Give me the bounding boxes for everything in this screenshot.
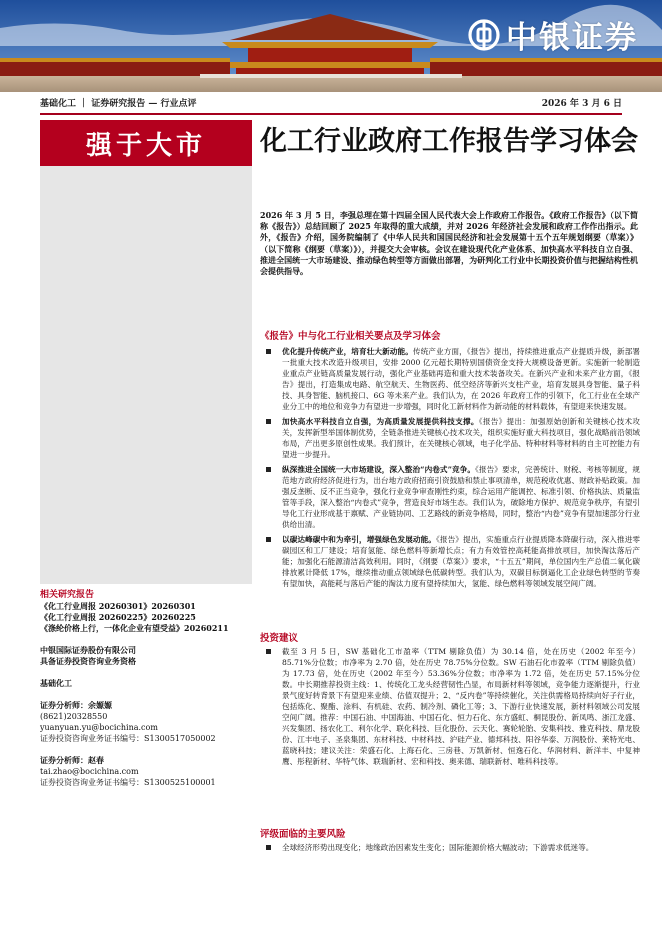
industry-label: 基础化工 — [40, 678, 72, 688]
analyst2-email[interactable]: tai.zhao@bocichina.com — [40, 767, 139, 776]
company-qualification: 具备证券投资咨询业务资格 — [40, 656, 136, 666]
list-item — [260, 416, 640, 460]
item-text: 《报告》提出：加强原始创新和关键核心技术攻关，发挥新型举国体制优势，全链条推进关键核心技术攻关，组织实施好重大科技项目，强化战略前沿领域布局，产出更多原创性成果。我们预计，在关键核心领域，电子化学品、特种材料等材料的自主可控能力有望进一步提升。 — [282, 417, 640, 459]
item-text: 《报告》提出，实施重点行业提质降本降碳行动，深入推进零碳园区和工厂建设；培育氢能、绿色燃料等新增长点；有力有效管控高耗能高排放项目，加快淘汰落后产能；加强化石能源清洁高效利用。同时，《纲要（草案）》要求，“十五五”期间，单位国内生产总值二氧化碳排放累计降低 17%，继续推动重点领域绿色低碳转型。我们认为，双碳目标倒逼化工企业绿色转型的节奏有望加快，高能耗与落后产能的淘汰力度有望持续加大，氢能、绿色燃料等领域发展空间广阔。 — [282, 535, 640, 588]
header-divider — [40, 113, 622, 115]
sidebar-info — [40, 590, 252, 788]
item-text: 传统产业方面，《报告》提出，持续推进重点产业提质升级，新部署一批重大技术改造升级项目，安排 2000 亿元超长期特别国债资金支持大规模设备更新。实施新一轮制造业重点产业链高质量发展行动，强化产业基础再造和重大技术装备攻关。在新兴产业和未来产业方面，《报告》提出，打造集成电路、航空航天、生物医药、低空经济等新兴支柱产业，培育发展具身智能、量子科技、具身智能、脑机接口、6G 等未来产业。我们认为，在 2026 年政府工作的引领下，化工行业在全球产业分工中的地位和竞争力有望进一步增强，同时化工新材料作为新动能的材料载体，有望迎来快速发展。 — [282, 347, 640, 411]
analyst2-cert: 证券投资咨询业务证书编号：S1300525100001 — [40, 778, 216, 787]
list-item — [260, 646, 640, 767]
item-text: 截至 3 月 5 日，SW 基础化工市盈率（TTM 剔除负值）为 30.14 倍，处在历史（2002 年至今）85.71%分位数；市净率为 2.70 倍，处在历史 78.75%分位数。SW 石油石化市盈率（TTM 剔除负值）为 17.73 倍，处在历史（2002 年至今）53.36%分位数；市净率为 1.72 倍，处在历史 57.15%分位数。中长期推荐投资主线：1、传统化工龙头经营韧性凸显，布局新材料等领域，竞争能力逐渐提升，行业景气度好转背景下有望迎来业绩、估值双提升；2、“反内卷”等持续催化，关注供需格局持续向好子行业，包括炼化、聚酯、涂料、有机硅、农药、制冷剂、磷化工等；3、下游行业快速发展，新材料领域公司发展空间广阔。推荐：中国石油、中国海油、中国石化、恒力石化、东方盛虹、桐昆股份、新凤鸣、浙江龙盛、兴发集团、扬农化工、利尔化学、联化科技、巨化股份、云天化、赛轮轮胎、安集科技、雅克科技、鼎龙股份、江丰电子、圣泉集团、东材科技、中材科技、沪硅产业、德邦科技、阳谷华泰、万润股份、莱特光电、蓝晓科技；建议关注：荣盛石化、上海石化、三房巷、万凯新材、恒逸石化、华润材料、新洋丰、中复神鹰、彤程新材、华特气体、联瑞新材、宏和科技、奥来德、瑞联新材、唯科科技等。 — [282, 647, 640, 766]
list-item — [260, 346, 640, 412]
list-item — [260, 464, 640, 530]
sidebar-panel — [40, 166, 252, 584]
item-lead: 纵深推进全国统一大市场建设，深入整治“内卷式”竞争。 — [282, 465, 476, 474]
breadcrumb-text: 基础化工 ｜ 证券研究报告 — 行业点评 — [40, 98, 197, 109]
report-date: 2026 年 3 月 6 日 — [541, 98, 622, 109]
company-name: 中银国际证券股份有限公司 — [40, 645, 136, 655]
item-text: 《报告》要求，完善统计、财税、考核等制度，规范地方政府经济促进行为，出台地方政府招商引资鼓励和禁止事项清单，规范税收优惠、财政补贴政策。加强反垄断、反不正当竞争，强化行业竞争审查刚性约束，综合运用产能调控、标准引领、价格执法、质量监管等手段，深入整治“内卷式”竞争，营造良好市场生态。我们认为，破除地方保护、规范竞争秩序，有望引导化工行业形成基于禀赋、产业链协同、工艺路线的新竞争格局，同时，整治“内卷”竞争有望加速部分行业供给出清。 — [282, 465, 640, 529]
analyst1-phone: (8621)20328550 — [40, 712, 108, 721]
list-item — [260, 842, 640, 853]
brand-name: 中银证券 — [506, 20, 638, 56]
page-title: 化工行业政府工作报告学习体会 — [260, 126, 638, 157]
boc-logo-icon — [468, 19, 500, 51]
analyst1-email[interactable]: yuanyuan.yu@bocichina.com — [40, 723, 158, 732]
brand-logo — [468, 12, 638, 57]
breadcrumb — [40, 94, 622, 110]
related-report-2[interactable]: 《化工行业周报 20260225》20260225 — [40, 612, 196, 622]
section-investment-title: 投资建议 — [260, 633, 299, 644]
report-summary: 2026 年 3 月 5 日，李强总理在第十四届全国人民代表大会上作政府工作报告。《政府工作报告》（以下简称《报告》）总结回顾了 2025 年取得的重大成绩，并对 2026 年经济社会发展和政府工作作出指示。此外，《报告》介绍，国务院编制了《中华人民共和国国民经济和社会发展第十五个五年规划纲要（草案）》（以下简称《纲要（草案）》），并提交大会审核。会议在建设现代化产业体系、加快高水平科技自立自强、推进全国统一大市场建设、推动绿色转型等方面做出部署，为研判化工行业中长期投资价值与把握结构性机会提供指导。 — [260, 210, 638, 277]
section-key-points-title: 《报告》中与化工行业相关要点及学习体会 — [260, 331, 441, 342]
analyst1-name: 证券分析师：余嫄嫄 — [40, 700, 112, 710]
item-lead: 以碳达峰碳中和为牵引，增强绿色发展动能。 — [282, 535, 436, 544]
analyst2-name: 证券分析师：赵春 — [40, 755, 104, 765]
rating-label: 强于大市 — [85, 130, 206, 161]
item-lead: 优化提升传统产业，培育壮大新动能。 — [282, 347, 413, 356]
header-banner — [0, 0, 662, 92]
item-lead: 加快高水平科技自立自强，为高质量发展提供科技支撑。 — [282, 417, 479, 426]
item-text: 全球经济形势出现变化；地缘政治因素发生变化；国际能源价格大幅波动；下游需求低迷等。 — [282, 843, 594, 852]
key-points-list — [260, 346, 640, 593]
related-report-1[interactable]: 《化工行业周报 20260301》20260301 — [40, 601, 196, 611]
related-report-3[interactable]: 《涤纶价格上行，一体化企业有望受益》20260211 — [40, 623, 229, 633]
rating-box — [40, 120, 252, 166]
section-risk-title: 评级面临的主要风险 — [260, 829, 346, 840]
analyst1-cert: 证券投资咨询业务证书编号：S1300517050002 — [40, 734, 216, 743]
list-item — [260, 534, 640, 589]
risk-list — [260, 842, 640, 857]
related-reports-title: 相关研究报告 — [40, 590, 95, 600]
investment-list — [260, 646, 640, 771]
